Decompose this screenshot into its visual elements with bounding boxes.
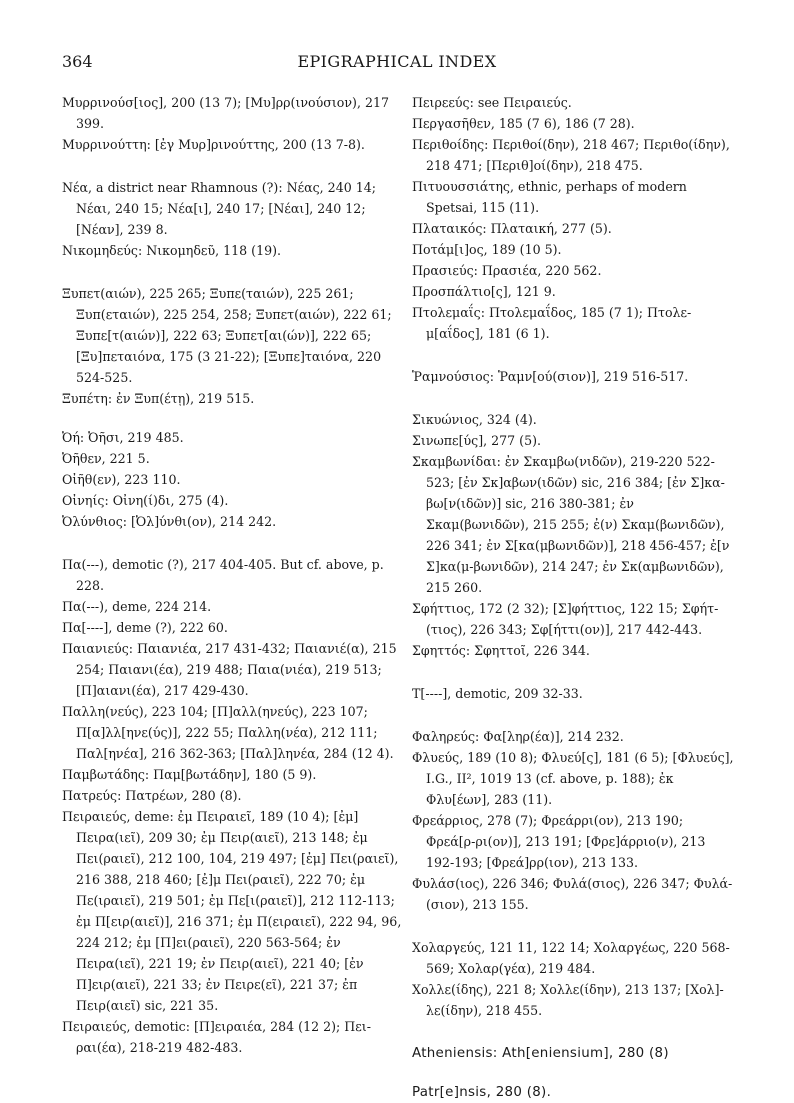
index-entry: Μυρρινούσ[ιος], 200 (13 7); [Μυ]ρρ(ινούσιον), 217 399. [62, 95, 390, 131]
index-entry: Πα[----], deme (?), 222 60. [62, 620, 228, 635]
index-entry: Πειραιεύς, demotic: [Π]ειραιέα, 284 (12 2); Πει-ραι(έα), 218-219 482-483. [62, 1019, 371, 1055]
index-entry-latin: Atheniensis: Ath[eniensium], 280 (8) [412, 1046, 669, 1061]
section-gap [62, 409, 404, 427]
index-entry: Σινωπε[ύς], 277 (5). [412, 433, 541, 448]
index-entry: Νικομηδεύς: Νικομηδεῦ, 118 (19). [62, 243, 282, 258]
index-entry: Περγασῆθεν, 185 (7 6), 186 (7 28). [412, 116, 635, 131]
index-entry: Χολαργεύς, 121 11, 122 14; Χολαργέως, 220 568-569; Χολαρ(γέα), 219 484. [412, 940, 730, 976]
index-entry: Σφηττός: Σφηττοῖ, 226 344. [412, 643, 590, 658]
index-entry: Πρασιεύς: Πρασιέα, 220 562. [412, 263, 602, 278]
index-entry: Μυρρινούττη: [ἐγ Μυρ]ρινούττης, 200 (13 7-8). [62, 137, 365, 152]
section-gap [412, 704, 734, 726]
index-entry: Φρεάρριος, 278 (7); Φρεάρρι(ον), 213 190; Φρεά[ρ-ρι(ον)], 213 191; [Φρε]άρριο(ν), 213 192-193; [Φρεά]ρρ(ιον), 213 133. [412, 813, 706, 870]
index-entry: Παιανιεύς: Παιανιέα, 217 431-432; Παιανιέ(α), 215 254; Παιανι(έα), 219 488; Παια(νιέα), 219 513; [Π]αιανι(έα), 217 429-430. [62, 641, 397, 698]
index-entry: Πιτυουσσιάτης, ethnic, perhaps of modern Spetsai, 115 (11). [412, 179, 687, 215]
index-entry: Ξυπετ(αιών), 225 265; Ξυπε(ταιών), 225 261; Ξυπ(εταιών), 225 254, 258; Ξυπετ(αιών), 222 61; Ξυπε[τ(αιών)], 222 63; Ξυπετ[αι(ών)], 222 65; [Ξυ]πεταιόνα, 175 (3 21-22); [Ξυπε]ταιόνα, 220 524-525. [62, 286, 392, 385]
index-entry: Σικυώνιος, 324 (4). [412, 412, 537, 427]
index-entry: Πτολεμαΐς: Πτολεμαΐδος, 185 (7 1); Πτολε-μ[αΐδος], 181 (6 1). [412, 305, 692, 341]
index-entry: Πατρεύς: Πατρέων, 280 (8). [62, 788, 242, 803]
index-entry: Παλλη(νεύς), 223 104; [Π]αλλ(ηνεύς), 223 107; Π[α]λλ[ηνε(ύς)], 222 55; Παλλη(νέα), 212 111; Παλ[ηνέα], 216 362-363; [Παλ]ληνέα, 284 (12 4). [62, 704, 394, 761]
index-entry: Τ[----], demotic, 209 32-33. [412, 686, 583, 701]
section-gap [412, 915, 734, 937]
index-entry: Οἰνηίς: Οἰνη(ί)δι, 275 (4). [62, 493, 229, 508]
index-entry: Πειραιεύς, deme: ἐμ Πειραιεῖ, 189 (10 4); [ἐμ] Πειρα(ιεῖ), 209 30; ἐμ Πειρ(αιεῖ), 213 148; ἐμ Πει(ραιεῖ), 212 100, 104, 219 497; [ἐμ] Πει(ραιεῖ), 216 388, 218 460; [ἐ]μ Πει(ραιεῖ), 222 70; ἐμ Πε(ιραιεῖ), 219 501; ἐμ Πε[ι(ραιεῖ)], 212 112-113; ἐμ Π[ειρ(αιεῖ)], 216 371; ἐμ Π(ειραιεῖ), 222 94, 96, 224 212; ἐμ [Π]ει(ραιεῖ), 220 563-564; ἐν Πειρα(ιεῖ), 221 19; ἐν Πειρ(αιεῖ), 221 40; [ἐν Π]ειρ(αιεῖ), 221 33; ἐν Πειρε(εῖ), 221 37; ἐπ Πειρ(αιεῖ) sic, 221 35. [62, 809, 402, 1013]
index-entry: Ῥαμνούσιος: Ῥαμν[ού(σιον)], 219 516-517. [412, 369, 689, 384]
right-column [412, 92, 734, 1103]
index-entry: Πλαταικός: Πλαταική, 277 (5). [412, 221, 612, 236]
index-entry: Πα(---), demotic (?), 217 404-405. But cf. above, p. 228. [62, 557, 384, 593]
index-entry: Σκαμβωνίδαι: ἐν Σκαμβω(νιδῶν), 219-220 522-523; [ἐν Σκ]αβων(ιδῶν) sic, 216 384; [ἐν Σ]κα-βω[ν(ιδῶν)] sic, 216 380-381; ἐν Σκαμ(βωνιδῶν), 215 255; ἐ(ν) Σκαμ(βωνιδῶν), 226 341; ἐν Σ[κα(μβωνιδῶν)], 218 456-457; ἐ[ν Σ]κα(μ-βωνιδῶν), 214 247; ἐν Σκ(αμβωνιδῶν), 215 260. [412, 454, 730, 595]
index-entry: Σφήττιος, 172 (2 32); [Σ]φήττιος, 122 15; Σφήτ-(τιος), 226 343; Σφ[ήττι(ον)], 217 442-443. [412, 601, 719, 637]
index-entry: Ὀή: Ὀῆσι, 219 485. [62, 430, 184, 445]
section-gap [62, 261, 404, 283]
index-entry: Περιθοίδης: Περιθοί(δην), 218 467; Περιθο(ίδην), 218 471; [Περιθ]οί(δην), 218 475. [412, 137, 730, 173]
index-entry: Ξυπέτη: ἐν Ξυπ(έτῃ), 219 515. [62, 391, 255, 406]
section-gap [62, 155, 404, 177]
index-entry: Ὀλύνθιος: [Ὀλ]ύνθι(ον), 214 242. [62, 514, 277, 529]
index-entry: Ποτάμ[ι]ος, 189 (10 5). [412, 242, 562, 257]
page-header [62, 52, 732, 74]
index-entry: Πα(---), deme, 224 214. [62, 599, 212, 614]
left-column [62, 92, 404, 1058]
index-entry: Φλυεύς, 189 (10 8); Φλυεύ[ς], 181 (6 5); [Φλυεύς], I.G., II², 1019 13 (cf. above, p. 188); ἐκ Φλυ[έων], 283 (11). [412, 750, 734, 807]
index-entry: Φυλάσ(ιος), 226 346; Φυλά(σιος), 226 347; Φυλά-(σιον), 213 155. [412, 876, 733, 912]
running-head: EPIGRAPHICAL INDEX [297, 52, 497, 71]
index-entry: Ὀῆθεν, 221 5. [62, 451, 150, 466]
index-entry: Φαληρεύς: Φα[ληρ(έα)], 214 232. [412, 729, 624, 744]
index-entry: Χολλε(ίδης), 221 8; Χολλε(ίδην), 213 137; [Χολ]-λε(ίδην), 218 455. [412, 982, 724, 1018]
index-entry: Παμβωτάδης: Παμ[βωτάδην], 180 (5 9). [62, 767, 317, 782]
section-gap [412, 661, 734, 683]
section-gap [412, 1021, 734, 1043]
index-entry: Προσπάλτιο[ς], 121 9. [412, 284, 556, 299]
page-number: 364 [62, 52, 93, 71]
index-entry: Νέα, a district near Rhamnous (?): Νέας, 240 14; Νέαι, 240 15; Νέα[ι], 240 17; [Νέαι], 240 12; [Νέαν], 239 8. [62, 180, 376, 237]
section-gap [62, 532, 404, 554]
index-entry: Οἰῆθ(εν), 223 110. [62, 472, 181, 487]
section-gap [412, 344, 734, 366]
section-gap [412, 387, 734, 409]
index-entry-latin: Patr[e]nsis, 280 (8). [412, 1085, 552, 1100]
index-entry: Πειρεεύς: see Πειραιεύς. [412, 95, 572, 110]
section-gap [412, 1064, 734, 1082]
